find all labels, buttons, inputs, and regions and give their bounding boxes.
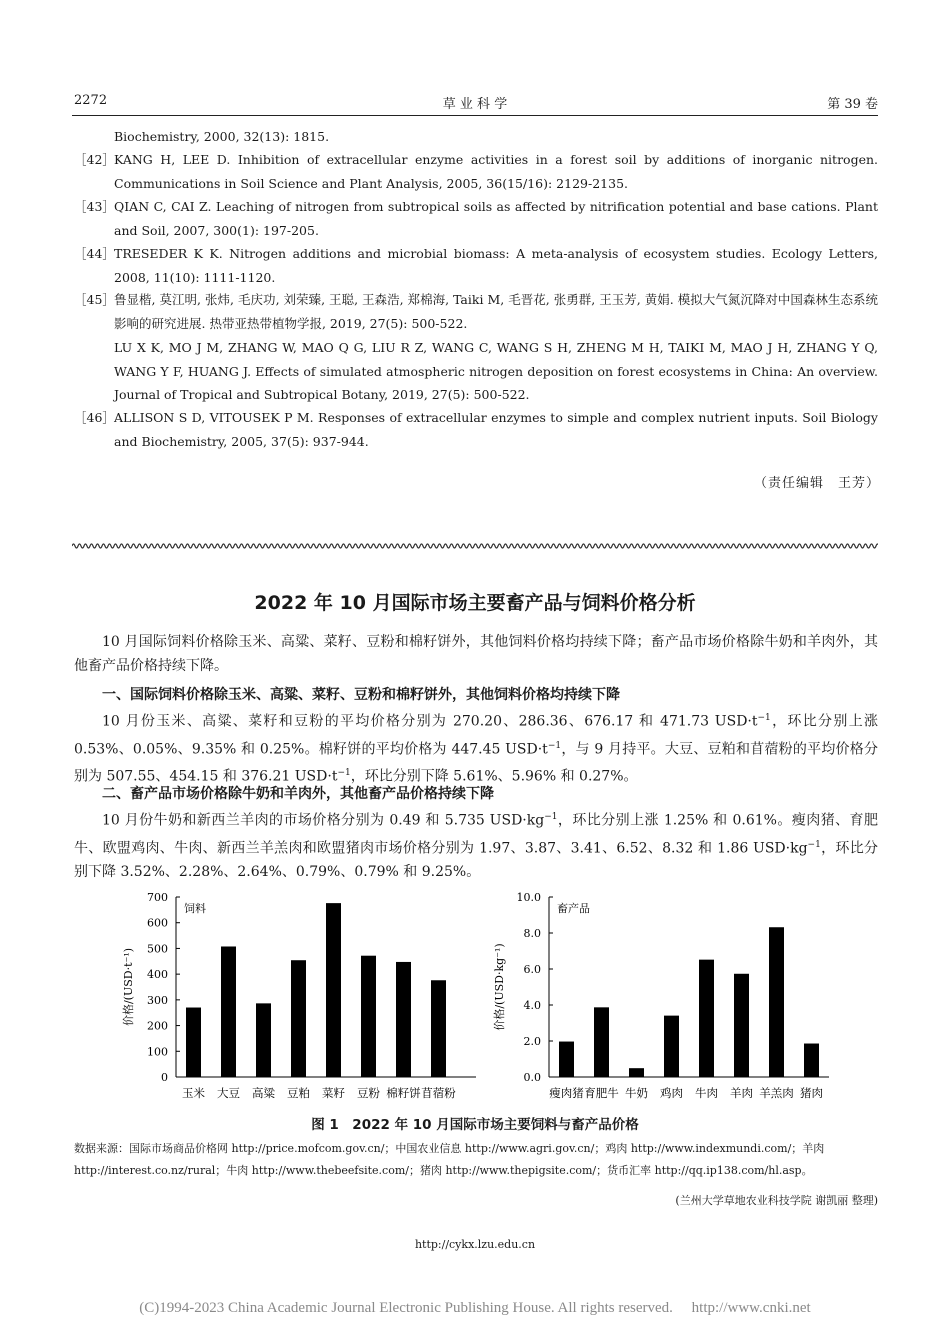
wavy-divider [72, 541, 878, 551]
bar-5 [326, 903, 341, 1077]
bar-3 [629, 1068, 644, 1077]
y-tick-label: 600 [147, 916, 168, 930]
y-tick-label: 700 [147, 891, 168, 904]
bar-2 [221, 946, 236, 1077]
y-tick-label: 300 [147, 993, 168, 1007]
y-tick-label: 0 [161, 1071, 168, 1084]
footer-url: http://cykx.lzu.edu.cn [414, 1238, 536, 1251]
x-tick-label: 豆粉 [357, 1086, 380, 1100]
y-tick-label: 2.0 [523, 1035, 541, 1048]
chart-title: 饲料 [184, 902, 206, 915]
reference-41-continued: Biochemistry, 2000, 32(13): 1815. [114, 129, 330, 144]
bar-7 [396, 962, 411, 1077]
bar-5 [699, 960, 714, 1077]
x-tick-label: 玉米 [182, 1086, 205, 1100]
section-1-heading: 一、国际饲料价格除玉米、高粱、菜籽、豆粉和棉籽饼外，其他饲料价格均持续下降 [102, 687, 620, 703]
y-tick-label: 500 [147, 942, 168, 956]
volume-label: 第 39 卷 [827, 97, 878, 112]
bar-6 [734, 974, 749, 1077]
bar-2 [594, 1007, 609, 1077]
journal-name: 草 业 科 学 [442, 97, 508, 112]
x-tick-label: 育肥牛 [584, 1086, 619, 1100]
bar-3 [256, 1003, 271, 1077]
y-tick-label: 0.0 [523, 1071, 541, 1084]
y-tick-label: 100 [147, 1045, 168, 1059]
x-tick-label: 鸡肉 [660, 1086, 683, 1100]
livestock-price-chart [485, 885, 840, 1105]
data-source-note: 数据来源：国际市场商品价格网 http://price.mofcom.gov.cn/；中国农业信息 http://www.agri.gov.cn/；鸡肉 http://www.indexmundi.com/；羊肉 http://interest.co.nz/rural；牛肉 http://www.thebeefsite.com/；猪肉 http://www.thepigsite.com/；货币汇率 http://qq.ip138.com/hl.asp。 [74, 1142, 825, 1177]
x-tick-label: 菜籽 [322, 1086, 345, 1100]
x-tick-label: 苜蓿粉 [421, 1086, 456, 1100]
bar-7 [769, 927, 784, 1077]
section-2-heading: 二、畜产品市场价格除牛奶和羊肉外，其他畜产品价格持续下降 [102, 786, 494, 802]
reference-46: ［46］ ALLISON S D, VITOUSEK P M. Responses of extracellular enzymes to simple and complex nutrient inputs. Soil Biology and Biochemistry, 2005, 37(5): 937-944. [74, 410, 878, 449]
y-axis-label: 价格/(USD·t⁻¹) [122, 947, 135, 1027]
x-tick-label: 牛肉 [695, 1086, 718, 1100]
x-tick-label: 猪肉 [800, 1086, 823, 1100]
bar-4 [291, 960, 306, 1077]
bar-4 [664, 1016, 679, 1077]
organizer-note: (兰州大学草地农业科技学院 谢凯丽 整理) [675, 1194, 878, 1207]
reference-45: ［45］ 鲁显楷, 莫江明, 张炜, 毛庆功, 刘荣臻, 王聪, 王森浩, 郑棉海, Taiki M, 毛晋花, 张勇群, 王玉芳, 黄娟. 模拟大气氮沉降对中国森林生态系统影响的研究进展. 热带亚热带植物学报, 2019, 27(5): 500-522. [74, 292, 878, 331]
chart-title: 畜产品 [557, 902, 590, 915]
x-tick-label: 牛奶 [625, 1086, 648, 1100]
article-title: 2022 年 10 月国际市场主要畜产品与饲料价格分析 [254, 592, 696, 614]
reference-43: ［43］ QIAN C, CAI Z. Leaching of nitrogen from subtropical soils as affected by nitrification potential and base cations. Plant and Soil, 2007, 300(1): 197-205. [74, 199, 878, 238]
section-1-paragraph: 10 月份玉米、高粱、菜籽和豆粉的平均价格分别为 270.20、286.36、676.17 和 471.73 $USD\cdot t^{-1}$，环比分别上涨 0.53%、0.05%、9.35% 和 0.25%。棉籽饼的平均价格为 447.45 $USD\cdot t^{-1}$，与 9 月持平。大豆、豆粕和苜蓿粉的平均价格分别为 507.55、454.15 和 376.21 $USD\cdot t^{-1}$，环比分别下降 5.61%、5.96% 和 0.27%。 [74, 713, 879, 785]
bar-8 [804, 1044, 819, 1077]
y-tick-label: 200 [147, 1019, 168, 1033]
x-tick-label: 高粱 [252, 1086, 275, 1100]
bar-6 [361, 956, 376, 1077]
x-tick-label: 棉籽饼 [386, 1086, 421, 1100]
x-tick-label: 瘦肉猪 [549, 1086, 584, 1100]
y-tick-label: 10.0 [516, 891, 541, 904]
page-number: 2272 [74, 93, 108, 108]
reference-45-english: LU X K, MO J M, ZHANG W, MAO Q G, LIU R Z, WANG C, WANG S H, ZHENG M H, TAIKI M, MAO J H, ZHANG Y Q, WANG Y F, HUANG J. Effects of simulated atmospheric nitrogen deposition on forest ecosystems in China: An overview. Journal of Tropical and Subtropical Botany, 2019, 27(5): 500-522. [114, 340, 878, 402]
x-tick-label: 羊肉 [730, 1086, 753, 1100]
figure-caption: 图 1 2022 年 10 月国际市场主要饲料与畜产品价格 [311, 1117, 639, 1133]
y-tick-label: 8.0 [523, 927, 541, 940]
header-rule [72, 115, 878, 116]
bar-1 [186, 1008, 201, 1077]
bar-1 [559, 1042, 574, 1077]
y-tick-label: 400 [147, 968, 168, 982]
reference-42: ［42］ KANG H, LEE D. Inhibition of extracellular enzyme activities in a forest soil by additions of inorganic nitrogen. Communications in Soil Science and Plant Analysis, 2005, 36(15/16): 2129-2135. [74, 152, 878, 191]
article-intro: 10 月国际饲料价格除玉米、高粱、菜籽、豆粉和棉籽饼外，其他饲料价格均持续下降；畜产品市场价格除牛奶和羊肉外，其他畜产品价格持续下降。 [74, 634, 878, 674]
editor-note: （责任编辑 王芳） [753, 476, 880, 491]
y-tick-label: 6.0 [523, 963, 541, 976]
reference-44: ［44］ TRESEDER K K. Nitrogen additions and microbial biomass: A meta-analysis of ecosystem studies. Ecology Letters, 2008, 11(10): 1111-1120. [74, 246, 878, 285]
bar-8 [431, 980, 446, 1077]
feed-price-chart [110, 885, 490, 1105]
x-tick-label: 大豆 [217, 1086, 240, 1100]
y-tick-label: 4.0 [523, 999, 541, 1012]
y-axis-label: 价格/(USD·kg⁻¹) [493, 943, 506, 1031]
copyright-watermark: (C)1994-2023 China Academic Journal Electronic Publishing House. All rights reserved. http://www.cnki.net [139, 1300, 811, 1316]
x-tick-label: 豆粕 [287, 1086, 310, 1100]
x-tick-label: 羊羔肉 [759, 1086, 794, 1100]
section-2-paragraph: 10 月份牛奶和新西兰羊肉的市场价格分别为 0.49 和 5.735 $USD\cdot kg^{-1}$，环比分别上涨 1.25% 和 0.61%。瘦肉猪、育肥牛、欧盟鸡肉、牛肉、新西兰羊羔肉和欧盟猪肉市场价格分别为 1.97、3.87、3.41、6.52、8.32 和 1.86 $USD\cdot kg^{-1}$，环比分别下降 3.52%、2.28%、2.64%、0.79%、0.79% 和 9.25%。 [74, 812, 879, 881]
